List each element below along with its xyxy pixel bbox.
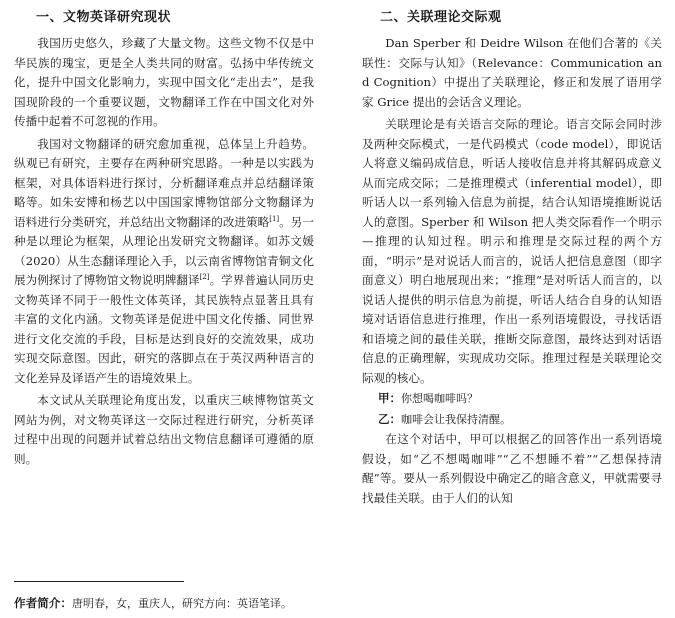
dialog-speaker: 乙：	[378, 412, 401, 426]
paragraph: 关联理论是有关语言交际的理论。语言交际会同时涉及两种交际模式，一是代码模式（code model），即说话人将意义编码成信息，听话人接收信息并将其解码成意义从而完成交际；二是推理模式（inferential model），即听话人以一系列输入信息为前提，结合认知语境推断说话人的意图。Sperber 和 Wilson 把人类交际看作一个明示—推理的认知过程。明示和推理是交际过程的两个方面，“明示”是对说话人而言的，说话人把信息意图（即字面意义）明白地展现出来；“推理”是对听话人而言的，以说话人提供的明示信息为前提，听话人结合自身的认知语境对话语信息进行推理，作出一系列语境假设，寻找话语和语境之间的最佳关联，推断交际意图，最终达到对话语信息的正确理解，实现成功交际。推理过程是关联理论交际观的核心。	[362, 117, 662, 385]
paragraph: 我国历史悠久，珍藏了大量文物。这些文物不仅是中华民族的瑰宝，更是全人类共同的财富。弘扬中华传统文化，提升中国文化影响力，实现中国文化“走出去”，是我国现阶段的一个重要议题，文物翻译工作在中国文化对外传播中起着不可忽视的作用。	[14, 36, 314, 128]
dialog-text: 咖啡会让我保持清醒。	[401, 413, 511, 426]
dialog-text: 你想喝咖啡吗？	[401, 392, 478, 405]
paragraph-text: 。学界普遍认同历史文物英译不同于一般性文体英译，其民族特点显著且具有丰富的文化内涵。文物英译是促进中国文化传播、同世界进行文化交流的手段，目标是达到良好的交流效果，成功实现交际意图。因此，研究的落脚点在于英汉两种语言的文化差异及译语产生的语境效果上。	[14, 273, 314, 385]
author-label: 作者简介：	[14, 596, 72, 610]
citation-2[interactable]: [2]	[199, 273, 210, 281]
paragraph: 在这个对话中，甲可以根据乙的回答作出一系列语境假设，如“乙不想喝咖啡”“乙不想睡不着”“乙想保持清醒”等。要从一系列假设中确定乙的暗含意义，甲就需要寻找最佳关联。由于人们的认知	[362, 432, 662, 505]
paragraph-text: 。另一种是以理论为框架，从理论出发研究文物翻译。如苏文媛（2020）从生态翻译理论入手，以云南省博物馆青铜文化展为例探讨了博物馆文物说明牌翻译	[14, 214, 314, 287]
section-heading-2: 二、关联理论交际观	[380, 10, 502, 25]
dialog-line	[362, 409, 662, 430]
paragraph-text: 我国对文物翻译的研究愈加重视，总体呈上升趋势。纵观已有研究，主要存在两种研究思路。一种是以实践为框架，对具体语料进行探讨，分析翻译难点并总结翻译策略等。如朱安博和杨艺以中国国家博物馆部分文物翻译为语料进行分类研究，并总结出文物翻译的改进策略	[14, 136, 314, 229]
author-bio	[14, 595, 334, 612]
left-body	[14, 34, 314, 469]
paragraph: 本文试从关联理论角度出发，以重庆三峡博物馆英文网站为例，对文物英译这一交际过程进行研究，分析英译过程中出现的问题并试着总结出文物信息翻译可遵循的原则。	[14, 393, 314, 466]
citation-1[interactable]: [1]	[269, 214, 280, 223]
paragraph: Dan Sperber 和 Deidre Wilson 在他们合著的《关联性：交际与认知》（Relevance：Communication and Cognition）中提出了关联理论，修正和发展了语用学家 Grice 提出的会话含义理论。	[362, 36, 662, 109]
right-body	[362, 34, 662, 508]
dialog-line	[362, 388, 662, 409]
right-column	[362, 0, 662, 505]
author-text: 唐明春，女，重庆人，研究方向：英语笔译。	[71, 597, 292, 610]
paragraph	[14, 135, 314, 389]
left-column	[14, 0, 314, 610]
section-heading-1: 一、文物英译研究现状	[36, 10, 172, 25]
dialog-speaker: 甲：	[378, 391, 401, 405]
footnote-divider	[14, 581, 184, 582]
